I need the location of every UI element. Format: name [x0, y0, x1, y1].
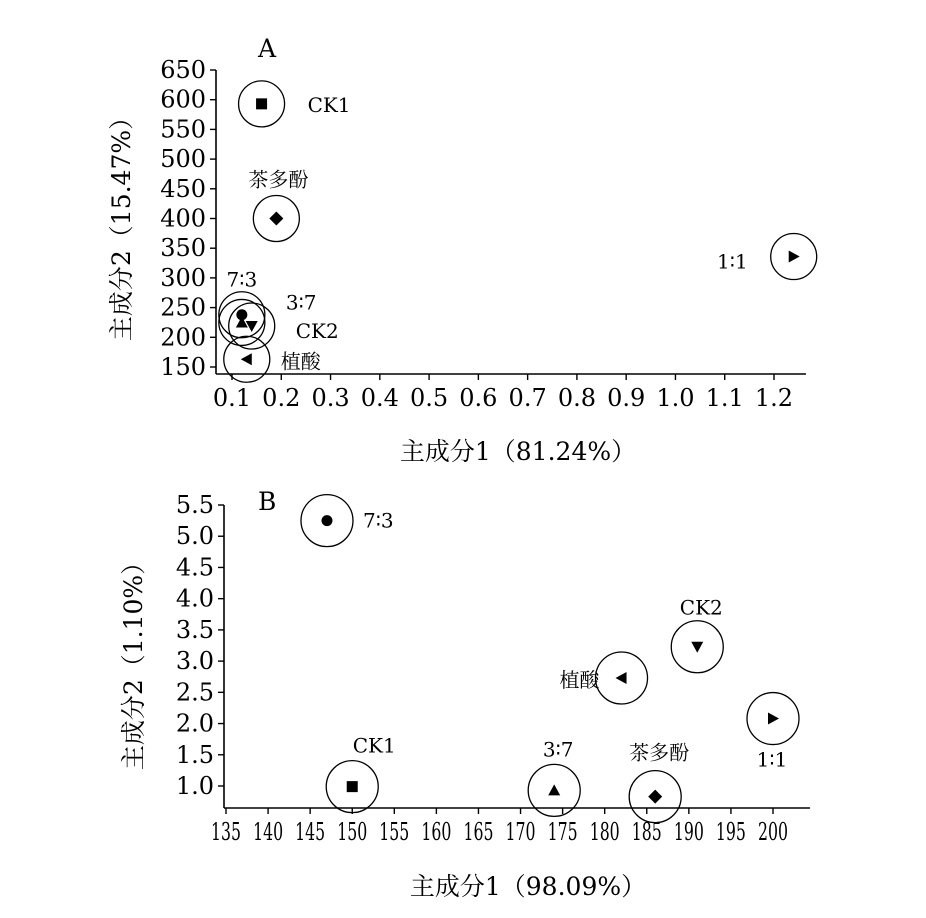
panel-b-x-tick-label: 165 [463, 818, 494, 846]
point-label: 茶多酚 [629, 740, 690, 765]
panel-b-x-tick-label: 150 [337, 818, 368, 846]
panel-a-point-tea-polyphenol [248, 168, 308, 242]
panel-a-y-tick-label: 400 [160, 204, 206, 233]
point-label: CK1 [352, 733, 396, 758]
triangle-down-marker [691, 642, 703, 653]
panel-a-x-title: 主成分1（81.24%） [399, 437, 637, 466]
panel-b-y-tick-label: 4.5 [175, 553, 214, 582]
triangle-right-marker [789, 251, 800, 263]
point-label: 植酸 [559, 667, 600, 692]
panel-b-point-ratio-1-1 [747, 693, 799, 772]
panel-b-y-tick-label: 2.5 [175, 678, 214, 707]
panel-b-x-tick-label: 135 [211, 818, 241, 846]
panel-a-x-tick-label: 0.3 [311, 384, 350, 412]
panel-a-y-title: 主成分2（15.47%） [107, 104, 136, 342]
panel-b-x-tick-label: 190 [673, 818, 704, 846]
panel-b-y-title: 主成分2（1.10%） [119, 549, 148, 771]
panel-a-y-tick-label: 650 [160, 56, 206, 84]
panel-b-x-tick-label: 160 [421, 818, 452, 846]
panel-a-y-tick-label: 300 [160, 263, 206, 292]
triangle-down-marker [246, 321, 258, 332]
panel-a-y-tick-label: 250 [160, 293, 206, 322]
point-label: CK1 [307, 92, 351, 117]
panel-a-y-tick-label: 200 [160, 323, 206, 352]
panel-a-y-tick-label: 150 [160, 353, 206, 381]
panel-a-point-ck1 [239, 81, 351, 127]
panel-b-x-tick-label: 195 [715, 818, 746, 846]
panel-b-y-tick-label: 5.0 [175, 522, 214, 551]
panel-a-y-tick-label: 600 [160, 85, 206, 114]
panel-b-point-ratio-7-3 [301, 495, 394, 547]
panel-b-x-tick-label: 180 [589, 818, 620, 846]
panel-b [119, 487, 810, 901]
panel-a-y-tick-label: 500 [160, 145, 206, 174]
panel-b-x-tick-label: 155 [379, 818, 410, 846]
panel-b-y-tick-label: 3.0 [175, 647, 214, 676]
panel-b-point-tea-polyphenol [629, 741, 689, 823]
panel-b-x-tick-label: 145 [295, 818, 326, 846]
triangle-up-marker [548, 784, 560, 795]
point-label: 7∶3 [226, 267, 258, 292]
panel-b-x-tick-label: 140 [253, 818, 284, 846]
point-label: 7∶3 [362, 508, 394, 533]
panel-a-y-tick-label: 550 [160, 115, 206, 144]
square-marker [256, 98, 267, 109]
panel-b-x-title: 主成分1（98.09%） [409, 872, 647, 901]
triangle-left-marker [616, 672, 627, 684]
panel-a-point-phytic-acid [224, 336, 322, 382]
panel-a-point-ratio-1-1 [717, 234, 817, 280]
panel-b-x-tick-label: 200 [758, 818, 788, 846]
panel-a-x-tick-label: 0.9 [607, 384, 646, 412]
panel-b-y-tick-label: 2.0 [175, 709, 214, 738]
panel-b-x-tick-label: 185 [631, 818, 662, 846]
panel-b-y-tick-label: 3.5 [175, 615, 214, 644]
point-label: 3∶7 [542, 737, 574, 762]
panel-a-y-tick-label: 450 [160, 174, 206, 203]
panel-b-y-tick-label: 1.5 [175, 740, 214, 769]
panel-a-x-tick-label: 0.8 [557, 384, 596, 412]
circle-marker [321, 515, 332, 526]
point-label: 植酸 [280, 349, 321, 374]
panel-b-point-ck2 [671, 596, 723, 673]
point-label: 茶多酚 [248, 167, 309, 192]
panel-a-x-tick-label: 0.7 [508, 384, 547, 412]
square-marker [347, 781, 358, 792]
point-label: CK2 [295, 319, 339, 344]
panel-a-letter: A [258, 34, 277, 63]
point-label: CK2 [679, 595, 723, 620]
panel-a-x-tick-label: 0.4 [360, 384, 399, 412]
diamond-marker [648, 790, 662, 804]
diamond-marker [269, 212, 283, 226]
panel-a-x-tick-label: 0.6 [459, 384, 498, 412]
panel-a-x-tick-label: 1.0 [656, 384, 695, 412]
panel-b-letter: B [258, 487, 277, 516]
panel-a-x-tick-label: 0.5 [410, 384, 449, 412]
point-label: 1∶1 [717, 249, 748, 274]
panel-a-x-tick-label: 1.1 [705, 384, 744, 412]
panel-b-x-tick-label: 170 [505, 818, 536, 846]
panel-b-y-tick-label: 4.0 [175, 584, 214, 613]
panel-b-y-tick-label: 1.0 [175, 772, 214, 800]
panel-a-y-tick-label: 350 [160, 234, 206, 263]
panel-b-y-tick-label: 5.5 [175, 491, 214, 519]
panel-b-point-phytic-acid [560, 652, 648, 704]
panel-b-point-ck1 [326, 734, 395, 813]
panel-b-x-tick-label: 175 [547, 818, 578, 846]
triangle-right-marker [768, 713, 779, 725]
point-label: 1∶1 [756, 747, 788, 772]
panel-a [107, 34, 817, 466]
panel-a-x-tick-label: 1.2 [754, 384, 794, 412]
point-label: 3∶7 [285, 290, 317, 315]
panel-b-point-ratio-3-7 [528, 737, 580, 816]
panel-a-x-tick-label: 0.1 [212, 384, 252, 412]
panel-a-x-tick-label: 0.2 [262, 384, 301, 412]
triangle-left-marker [241, 353, 252, 365]
